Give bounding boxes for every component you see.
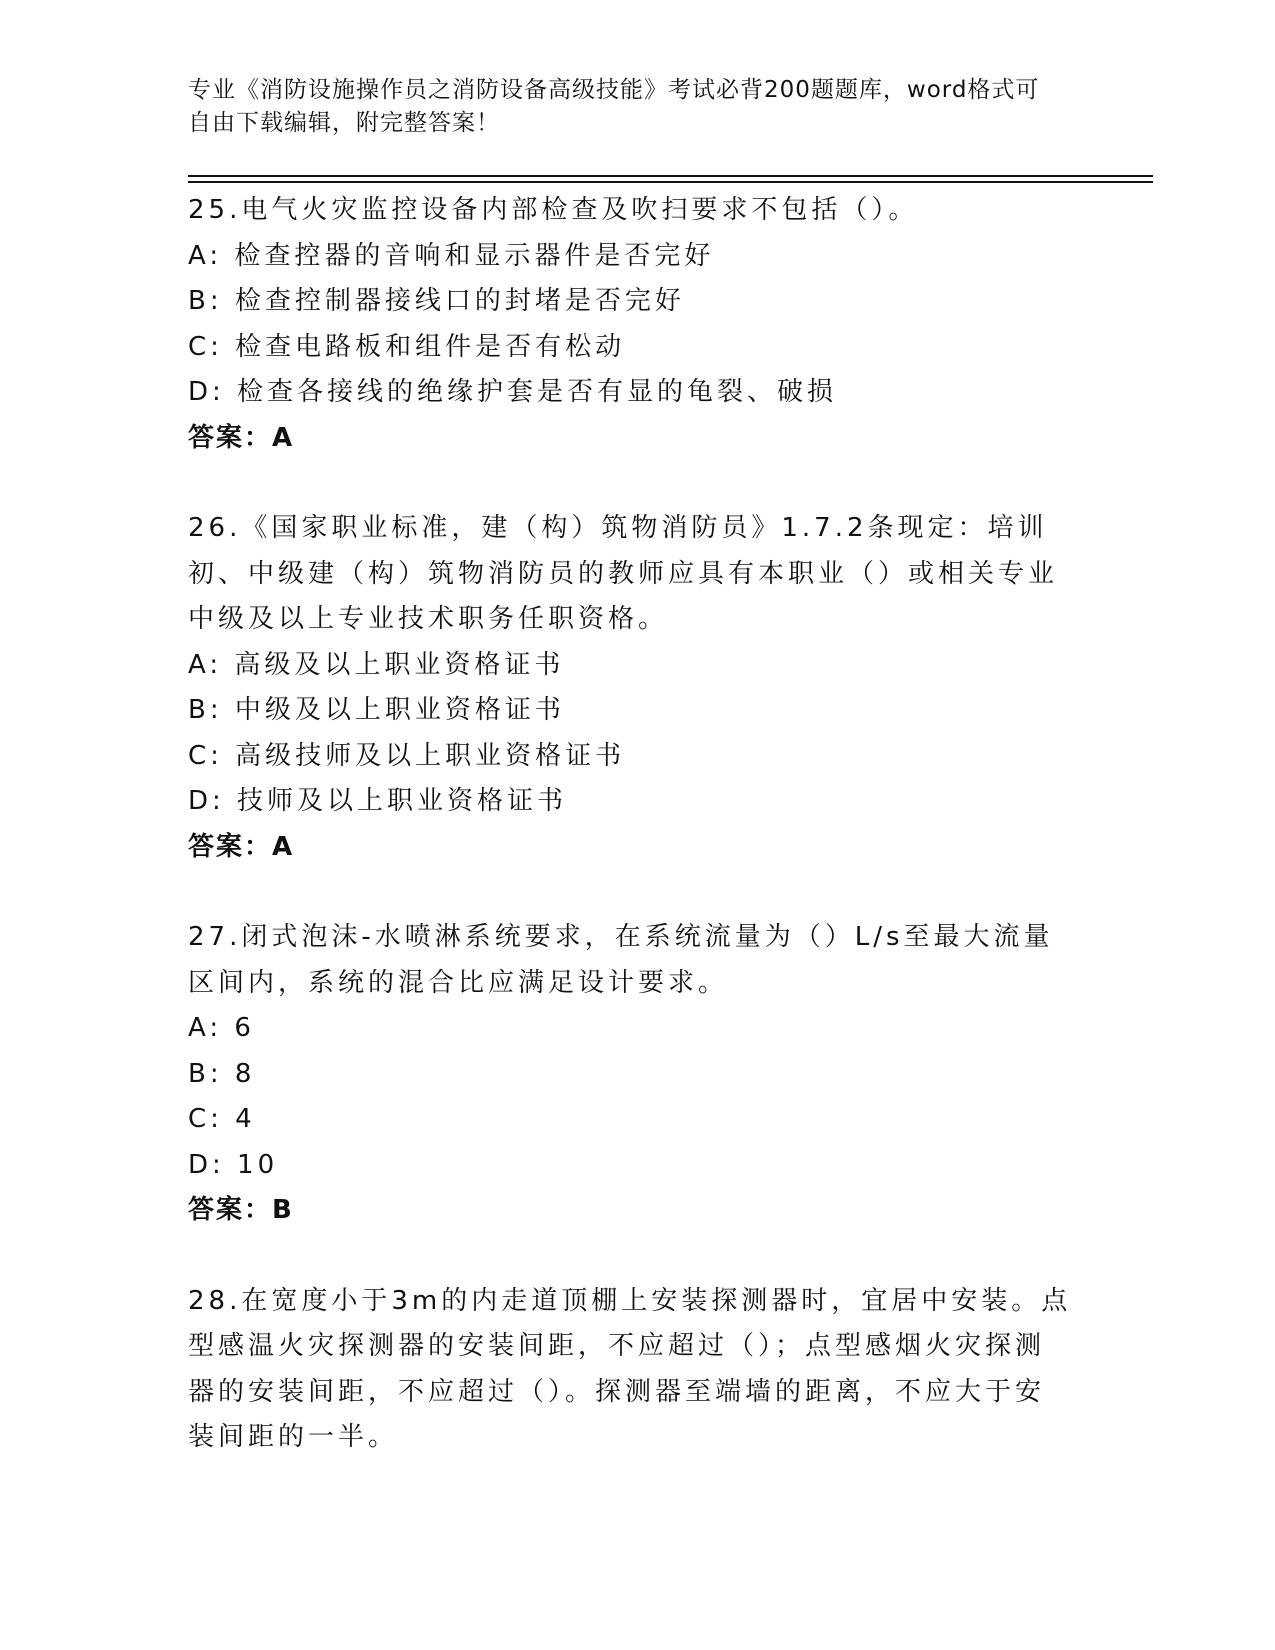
answer-line: 答案：A [188,422,295,453]
answer-line: 答案：B [188,1195,294,1225]
option-c: C: 检查电路板和组件是否有松动 [188,331,626,362]
header-title-line-1: 专业《消防设施操作员之消防设备高级技能》考试必背200题题库，word格式可 [188,77,1040,103]
document-header [188,74,1068,140]
question-25 [188,188,1088,461]
question-text: 27.闭式泡沫-水喷淋系统要求，在系统流量为（）L/s至最大流量区间内，系统的混合比应满足设计要求。 [188,922,1054,998]
option-b: B: 8 [188,1058,256,1089]
option-a: A: 检查控器的音响和显示器件是否完好 [188,240,715,271]
option-a: A: 高级及以上职业资格证书 [188,649,565,680]
question-text: 26.《国家职业标准，建（构）筑物消防员》1.7.2条现定：培训初、中级建（构）筑物消防员的教师应具有本职业（）或相关专业中级及以上专业技术职务任职资格。 [188,513,1059,634]
question-spacer [188,870,1088,915]
question-26 [188,506,1088,870]
header-title-line-2: 自由下载编辑，附完整答案！ [188,110,500,136]
option-c: C: 4 [188,1104,256,1134]
option-d: D: 检查各接线的绝缘护套是否有显的龟裂、破损 [188,377,838,407]
option-d: D: 10 [188,1149,279,1180]
option-c: C: 高级技师及以上职业资格证书 [188,740,626,771]
header-divider-bottom [188,181,1153,183]
question-27 [188,915,1088,1234]
option-b: B: 中级及以上职业资格证书 [188,695,565,725]
question-spacer [188,1234,1088,1279]
answer-line: 答案：A [188,831,295,862]
question-spacer [188,461,1088,506]
option-d: D: 技师及以上职业资格证书 [188,786,568,816]
option-a: A: 6 [188,1013,255,1043]
question-text: 25.电气火灾监控设备内部检查及吹扫要求不包括（）。 [188,195,919,225]
question-text: 28.在宽度小于3m的内走道顶棚上安装探测器时，宜居中安装。点型感温火灾探测器的安装间距，不应超过（）；点型感烟火灾探测器的安装间距，不应超过（）。探测器至端墙的距离，不应大于安装间距的一半。 [188,1285,1072,1452]
question-28 [188,1279,1088,1461]
question-list [188,188,1088,1461]
header-divider-top [188,175,1153,177]
option-b: B: 检查控制器接线口的封堵是否完好 [188,286,685,316]
